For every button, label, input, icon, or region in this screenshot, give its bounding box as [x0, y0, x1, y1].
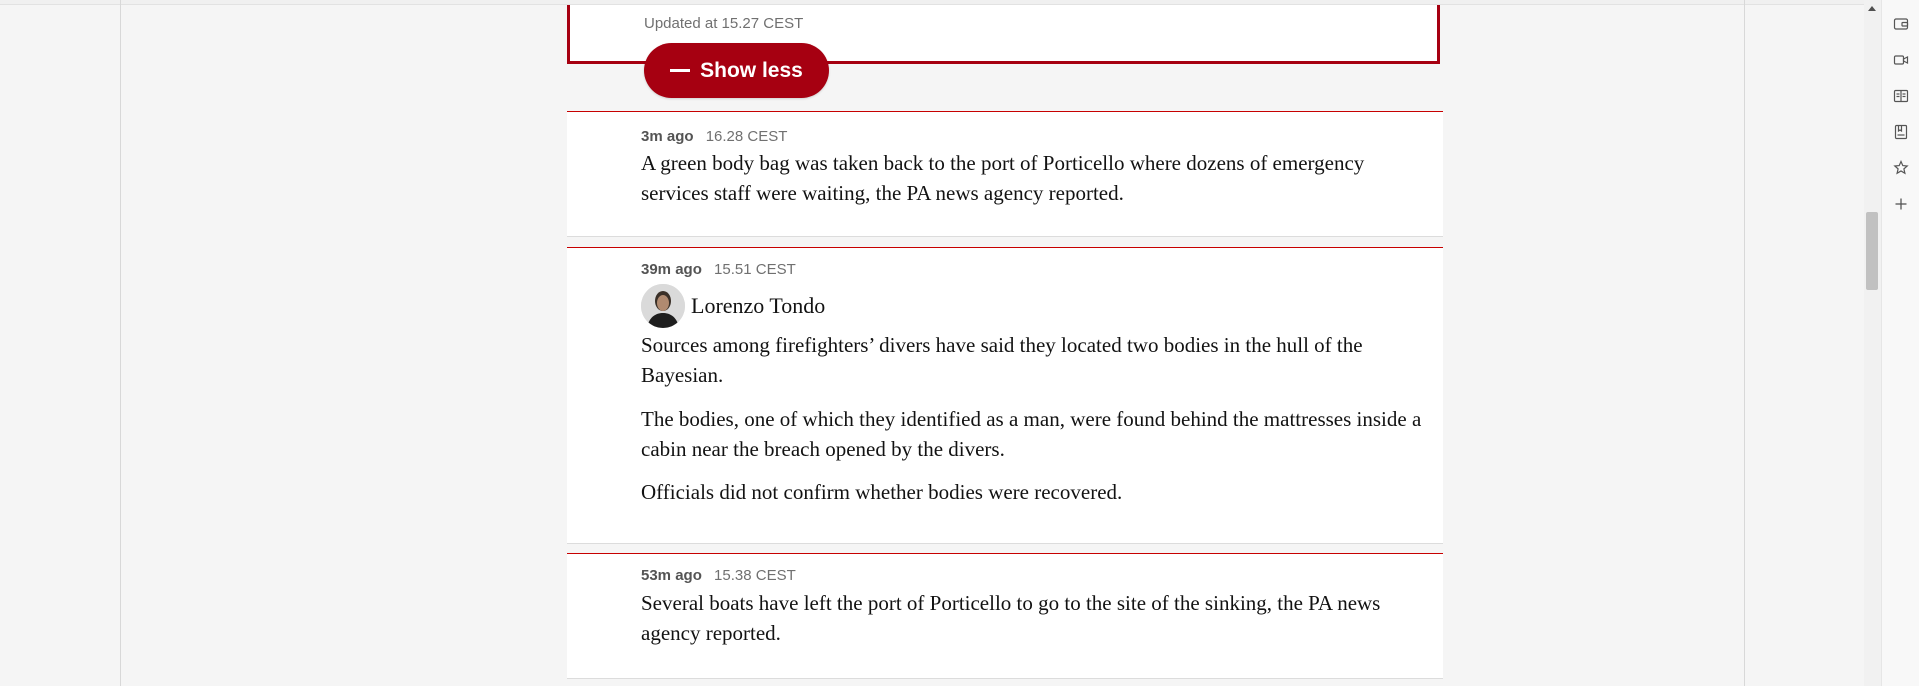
show-less-button[interactable] — [644, 43, 829, 98]
live-entry — [567, 553, 1443, 679]
entry-paragraph: A green body bag was taken back to the port of Porticello where dozens of emergency services staff were waiting, the PA news agency reported. — [641, 151, 1365, 205]
page-right-border — [1744, 0, 1745, 686]
entry-paragraph: Several boats have left the port of Porticello to go to the site of the sinking, the PA news agency reported. — [641, 591, 1381, 645]
entry-time: 16.28 CEST — [705, 128, 788, 145]
wallet-icon[interactable] — [1892, 15, 1910, 33]
live-entry — [567, 247, 1443, 544]
favorites-icon[interactable] — [1892, 159, 1910, 177]
show-less-label: Show less — [700, 58, 803, 82]
bookmark-icon[interactable] — [1892, 123, 1910, 141]
minus-icon — [670, 69, 690, 72]
entry-paragraph: The bodies, one of which they identified as a man, were found behind the mattresses inside a cabin near the breach opened by the divers. — [641, 407, 1422, 461]
vertical-scrollbar[interactable] — [1864, 0, 1881, 686]
entry-relative-time[interactable]: 53m ago — [641, 567, 702, 584]
live-blog-page — [121, 5, 1744, 686]
entry-relative-time[interactable]: 39m ago — [641, 261, 702, 278]
entry-meta — [641, 128, 787, 145]
reader-icon[interactable] — [1892, 87, 1910, 105]
entry-meta — [641, 261, 796, 278]
updated-timestamp: Updated at 15.27 CEST — [644, 15, 804, 32]
author-name: Lorenzo Tondo — [691, 293, 826, 318]
entry-author[interactable] — [641, 284, 825, 328]
video-icon[interactable] — [1892, 51, 1910, 69]
entry-time: 15.51 CEST — [714, 261, 796, 278]
entry-paragraph: Sources among firefighters’ divers have said they located two bodies in the hull of the Bayesian. — [641, 333, 1363, 387]
browser-sidebar — [1881, 0, 1919, 686]
add-icon[interactable] — [1892, 195, 1910, 213]
scroll-thumb[interactable] — [1866, 212, 1878, 290]
entry-time: 15.38 CEST — [714, 567, 796, 584]
live-entry — [567, 111, 1443, 237]
entry-meta — [641, 567, 796, 584]
scroll-up-arrow-icon[interactable] — [1868, 6, 1876, 11]
entry-paragraph: Officials did not confirm whether bodies were recovered. — [641, 480, 1123, 504]
entry-relative-time[interactable]: 3m ago — [641, 128, 694, 145]
avatar — [641, 284, 685, 328]
